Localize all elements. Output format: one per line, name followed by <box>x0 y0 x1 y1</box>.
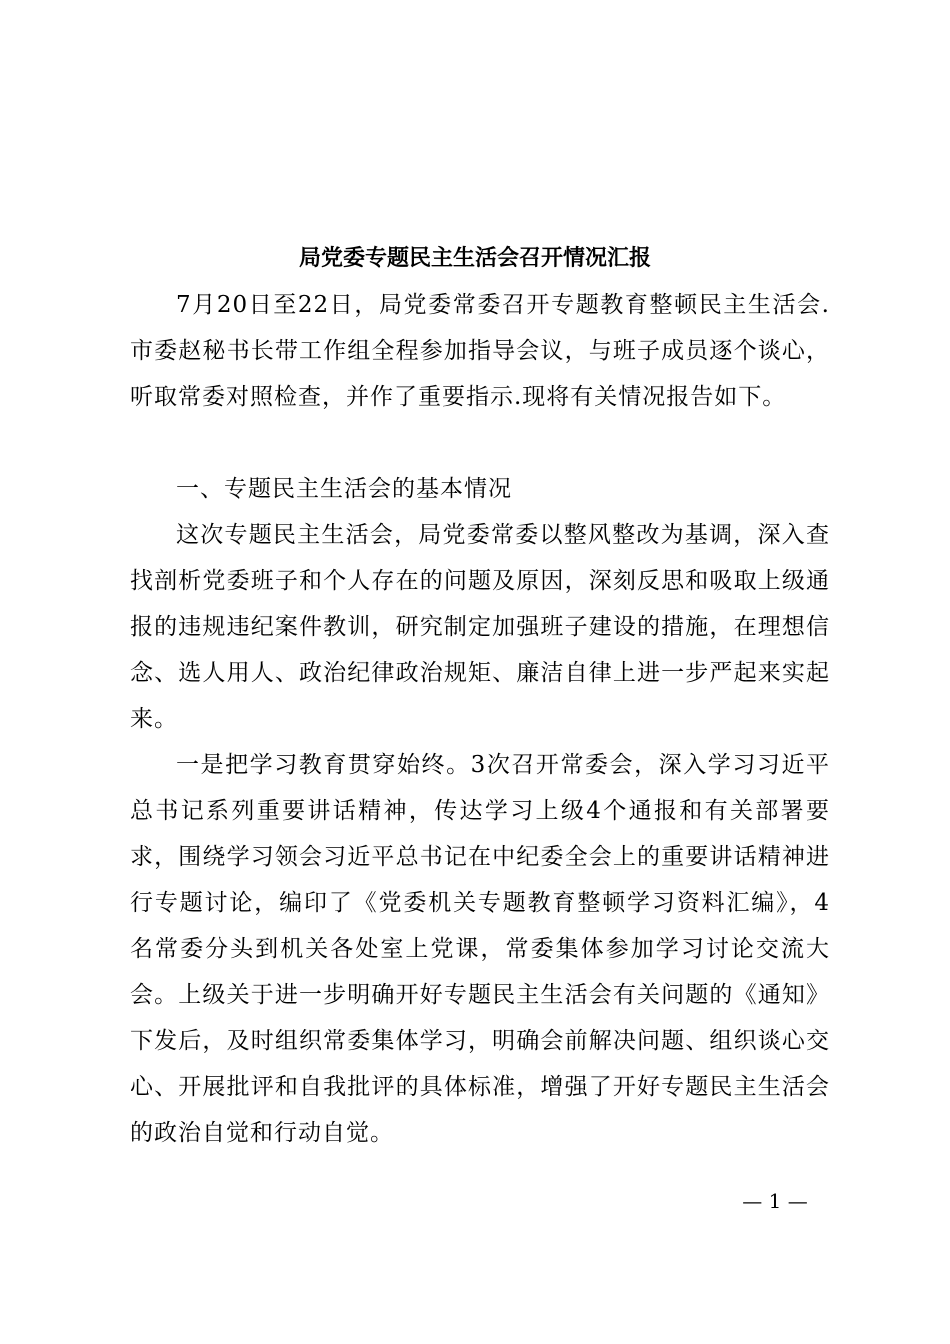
paragraph-overview: 这次专题民主生活会，局党委常委以整风整改为基调，深入查找剖析党委班子和个人存在的问题及原因，深刻反思和吸取上级通报的违规违纪案件教训，研究制定加强班子建设的措施，在理想信念、选人用人、政治纪律政治规矩、廉洁自律上进一步严起来实起来。 <box>130 522 830 732</box>
paragraph-study: 一是把学习教育贯穿始终。3次召开常委会，深入学习习近平总书记系列重要讲话精神，传达学习上级4个通报和有关部署要求，围绕学习领会习近平总书记在中纪委全会上的重要讲话精神进行专题讨论，编印了《党委机关专题教育整顿学习资料汇编》，4名常委分头到机关各处室上党课，常委集体参加学习讨论交流大会。上级关于进一步明确开好专题民主生活会有关问题的《通知》下发后，及时组织常委集体学习，明确会前解决问题、组织谈心交心、开展批评和自我批评的具体标准，增强了开好专题民主生活会的政治自觉和行动自觉。 <box>130 752 830 1146</box>
section-heading: 一、专题民主生活会的基本情况 <box>176 476 512 502</box>
page-number: — 1 — <box>742 1189 808 1213</box>
document-title: 局党委专题民主生活会召开情况汇报 <box>298 245 651 271</box>
paragraph-intro: 7月20日至22日，局党委常委召开专题教育整顿民主生活会.市委赵秘书长带工作组全程参加指导会议，与班子成员逐个谈心，听取常委对照检查，并作了重要指示.现将有关情况报告如下。 <box>130 292 830 410</box>
